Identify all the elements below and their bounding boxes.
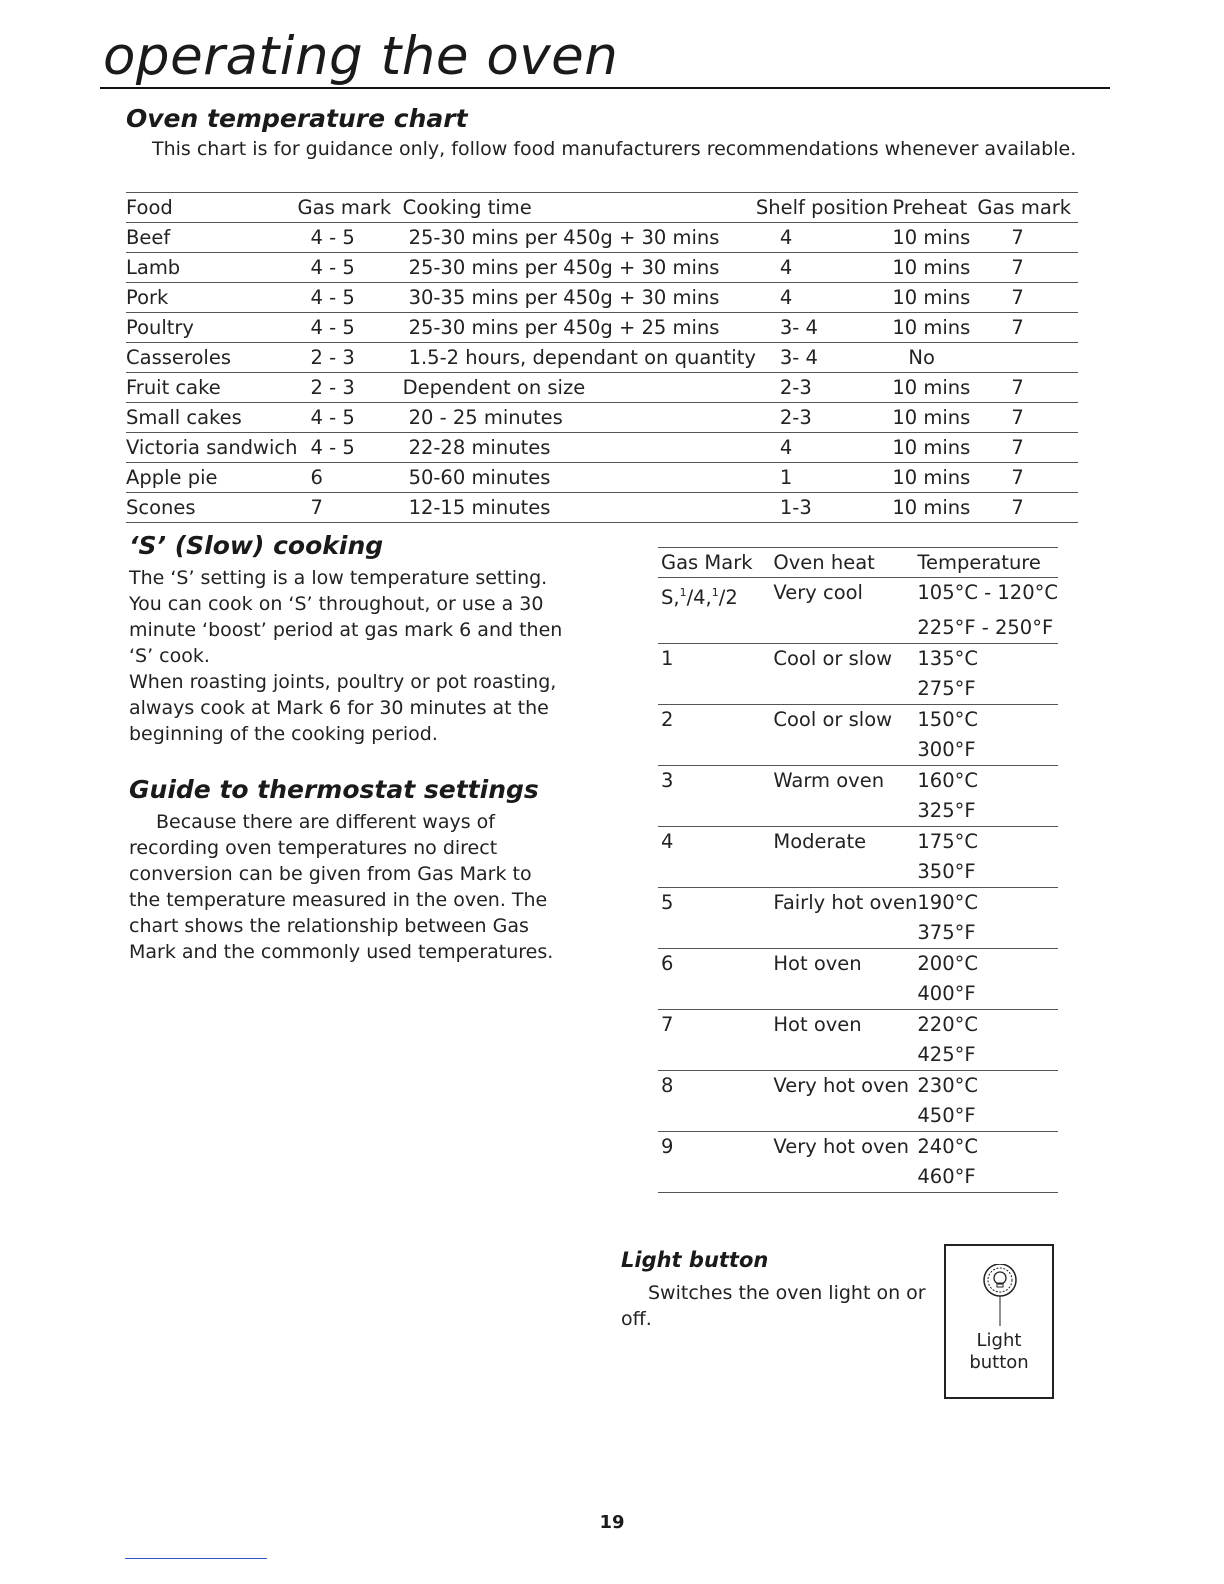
cell-cooking-time: Dependent on size — [403, 373, 756, 403]
table-row — [126, 283, 1078, 313]
table-row — [126, 223, 1078, 253]
cell-preheat: 10 mins — [892, 433, 977, 463]
table-row — [658, 578, 1058, 614]
cell-cooking-time: 25-30 mins per 450g + 25 mins — [403, 313, 756, 343]
text-line: the temperature measured in the oven. The — [129, 889, 548, 911]
table-row-fahrenheit — [658, 735, 1058, 766]
cell-gas-mark: 7 — [298, 493, 403, 523]
table-row-fahrenheit — [658, 857, 1058, 888]
table-row — [126, 403, 1078, 433]
cell-oven-heat: Cool or slow — [773, 708, 893, 731]
cell-gas-mark: 4 - 5 — [298, 283, 403, 313]
cell-empty — [658, 1040, 773, 1071]
cell-gas-mark: 4 - 5 — [298, 313, 403, 343]
cell-shelf-position: 4 — [756, 223, 893, 253]
table-row — [126, 433, 1078, 463]
cell-preheat: 10 mins — [892, 403, 977, 433]
header-oven-heat: Oven heat — [773, 548, 917, 578]
cell-shelf-position: 2-3 — [756, 373, 893, 403]
cell-gas-mark: 3 — [661, 769, 674, 792]
text-line: minute ‘boost’ period at gas mark 6 and then — [129, 619, 563, 641]
cell-temperature-celsius: 240°C — [917, 1135, 978, 1158]
cell-gas-mark: 2 - 3 — [298, 343, 403, 373]
header-preheat: Preheat — [892, 193, 977, 223]
cell-food: Small cakes — [126, 403, 298, 433]
cell-preheat: 10 mins — [892, 253, 977, 283]
cell-temperature-fahrenheit: 460°F — [917, 1162, 1058, 1193]
cell-oven-heat: Very cool — [773, 581, 863, 604]
cell-gas-mark: 4 - 5 — [298, 253, 403, 283]
thermostat-guide-text — [129, 809, 553, 965]
cell-gas-mark: 8 — [661, 1074, 674, 1097]
cell-empty — [773, 918, 917, 949]
cell-temperature-fahrenheit: 325°F — [917, 796, 1058, 827]
cell-preheat-gas-mark: 7 — [977, 253, 1078, 283]
cell-preheat: 10 mins — [892, 313, 977, 343]
header-gas-mark: Gas Mark — [658, 548, 773, 578]
text-line: always cook at Mark 6 for 30 minutes at the — [129, 697, 549, 719]
cell-shelf-position: 4 — [756, 283, 893, 313]
cell-gas-mark: 6 — [298, 463, 403, 493]
cell-empty — [658, 857, 773, 888]
table-row-fahrenheit — [658, 1162, 1058, 1193]
cell-preheat-gas-mark: 7 — [977, 463, 1078, 493]
cell-empty — [773, 735, 917, 766]
cell-gas-mark: 4 - 5 — [298, 403, 403, 433]
gas-mark-fraction-part: S, — [661, 586, 680, 609]
table-row — [126, 313, 1078, 343]
gas-mark-fraction-part: /2 — [718, 586, 738, 609]
page-number: 19 — [599, 1512, 625, 1533]
cell-preheat-gas-mark — [977, 343, 1078, 373]
table-row — [658, 644, 1058, 675]
cell-shelf-position: 4 — [756, 253, 893, 283]
footer-rule — [125, 1558, 267, 1559]
text-line: You can cook on ‘S’ throughout, or use a 30 — [129, 593, 544, 615]
cell-gas-mark — [658, 578, 773, 614]
slow-cooking-text — [129, 565, 562, 747]
cell-gas-mark: 4 - 5 — [298, 223, 403, 253]
cell-cooking-time: 22-28 minutes — [403, 433, 756, 463]
cell-temperature-fahrenheit: 425°F — [917, 1040, 1058, 1071]
cell-oven-heat: Moderate — [773, 830, 867, 853]
cell-empty — [658, 979, 773, 1010]
table-row-fahrenheit — [658, 613, 1058, 644]
cell-empty — [658, 918, 773, 949]
cell-empty — [773, 796, 917, 827]
text-line: beginning of the cooking period. — [129, 723, 438, 745]
cell-empty — [773, 857, 917, 888]
table-row — [658, 705, 1058, 736]
cell-temperature-celsius: 135°C — [917, 647, 978, 670]
slow-cooking-heading: ‘S’ (Slow) cooking — [129, 531, 384, 560]
table-row-fahrenheit — [658, 796, 1058, 827]
text-line: off. — [621, 1308, 652, 1330]
cell-gas-mark: 4 - 5 — [298, 433, 403, 463]
cell-shelf-position: 3- 4 — [756, 313, 893, 343]
cell-shelf-position: 1 — [756, 463, 893, 493]
cell-oven-heat: Cool or slow — [773, 647, 893, 670]
cell-food: Beef — [126, 223, 298, 253]
cell-food: Pork — [126, 283, 298, 313]
cell-preheat-gas-mark: 7 — [977, 283, 1078, 313]
table-row — [658, 827, 1058, 858]
table-header-row — [658, 548, 1058, 578]
cell-temperature-celsius: 150°C — [917, 708, 978, 731]
oven-chart-heading: Oven temperature chart — [126, 104, 468, 133]
cell-oven-heat: Hot oven — [773, 952, 862, 975]
cell-cooking-time: 50-60 minutes — [403, 463, 756, 493]
cell-temperature-celsius: 105°C - 120°C — [917, 581, 1058, 604]
table-row-fahrenheit — [658, 674, 1058, 705]
cell-cooking-time: 1.5-2 hours, dependant on quantity — [403, 343, 756, 373]
label-line: button — [969, 1352, 1029, 1373]
cell-temperature-fahrenheit: 375°F — [917, 918, 1058, 949]
cell-temperature-celsius: 230°C — [917, 1074, 978, 1097]
text-line: Switches the oven light on or — [648, 1282, 926, 1304]
table-row-fahrenheit — [658, 918, 1058, 949]
table-row — [126, 463, 1078, 493]
cell-shelf-position: 1-3 — [756, 493, 893, 523]
cell-empty — [658, 735, 773, 766]
cell-food: Poultry — [126, 313, 298, 343]
light-button-diagram — [944, 1244, 1054, 1399]
cell-temperature-celsius: 220°C — [917, 1013, 978, 1036]
cell-preheat: 10 mins — [892, 493, 977, 523]
cell-empty — [773, 613, 917, 644]
cell-shelf-position: 2-3 — [756, 403, 893, 433]
cell-empty — [773, 979, 917, 1010]
cell-temperature-celsius: 160°C — [917, 769, 978, 792]
cell-gas-mark: 2 — [661, 708, 674, 731]
cell-preheat-gas-mark: 7 — [977, 223, 1078, 253]
cell-preheat-gas-mark: 7 — [977, 433, 1078, 463]
cell-food: Lamb — [126, 253, 298, 283]
header-temperature: Temperature — [917, 548, 1058, 578]
text-line: ‘S’ cook. — [129, 645, 210, 667]
title-rule — [100, 87, 1110, 89]
header-shelf-position: Shelf position — [756, 193, 893, 223]
cell-preheat-gas-mark: 7 — [977, 373, 1078, 403]
gas-mark-table — [658, 547, 1058, 1193]
cell-preheat: 10 mins — [892, 283, 977, 313]
text-line: When roasting joints, poultry or pot roasting, — [129, 671, 557, 693]
cell-preheat-gas-mark: 7 — [977, 313, 1078, 343]
cell-cooking-time: 12-15 minutes — [403, 493, 756, 523]
header-gas-mark: Gas mark — [298, 193, 403, 223]
text-line: recording oven temperatures no direct — [129, 837, 498, 859]
cell-oven-heat: Warm oven — [773, 769, 885, 792]
cell-empty — [658, 674, 773, 705]
cell-gas-mark: 2 - 3 — [298, 373, 403, 403]
cell-preheat: 10 mins — [892, 463, 977, 493]
cell-gas-mark: 4 — [661, 830, 674, 853]
light-button-text — [621, 1280, 926, 1332]
table-row-fahrenheit — [658, 1040, 1058, 1071]
light-bulb-icon — [980, 1264, 1020, 1328]
light-button-label — [946, 1330, 1052, 1374]
thermostat-guide-heading: Guide to thermostat settings — [129, 775, 539, 804]
cell-gas-mark: 1 — [661, 647, 674, 670]
table-row — [658, 766, 1058, 797]
cell-preheat: No — [892, 343, 977, 373]
cell-empty — [658, 1101, 773, 1132]
cell-empty — [773, 674, 917, 705]
cell-gas-mark: 9 — [661, 1135, 674, 1158]
cell-empty — [658, 613, 773, 644]
cell-temperature-celsius: 190°C — [917, 891, 978, 914]
cell-cooking-time: 25-30 mins per 450g + 30 mins — [403, 223, 756, 253]
cell-oven-heat: Hot oven — [773, 1013, 862, 1036]
page-title: operating the oven — [103, 26, 619, 87]
cell-temperature-fahrenheit: 450°F — [917, 1101, 1058, 1132]
table-row — [126, 253, 1078, 283]
cell-gas-mark: 7 — [661, 1013, 674, 1036]
table-row-fahrenheit — [658, 1101, 1058, 1132]
table-row — [658, 1010, 1058, 1041]
cell-gas-mark: 6 — [661, 952, 674, 975]
cell-temperature-fahrenheit: 400°F — [917, 979, 1058, 1010]
cell-temperature-fahrenheit: 225°F - 250°F — [917, 613, 1058, 644]
gas-mark-fraction-part: /4, — [686, 586, 712, 609]
gas-mark-fraction-part: 1 — [711, 586, 719, 599]
table-row — [658, 1132, 1058, 1163]
text-line: conversion can be given from Gas Mark to — [129, 863, 532, 885]
cell-temperature-fahrenheit: 300°F — [917, 735, 1058, 766]
cell-food: Scones — [126, 493, 298, 523]
text-line: Mark and the commonly used temperatures. — [129, 941, 554, 963]
cell-preheat: 10 mins — [892, 223, 977, 253]
cell-oven-heat: Fairly hot oven — [773, 891, 918, 914]
oven-temperature-table — [126, 192, 1078, 523]
text-line: The ‘S’ setting is a low temperature setting. — [129, 567, 548, 589]
cell-empty — [658, 1162, 773, 1193]
cell-empty — [773, 1162, 917, 1193]
text-line: chart shows the relationship between Gas — [129, 915, 529, 937]
table-row — [658, 949, 1058, 980]
header-cooking-time: Cooking time — [403, 193, 756, 223]
table-header-row — [126, 193, 1078, 223]
cell-preheat: 10 mins — [892, 373, 977, 403]
cell-cooking-time: 20 - 25 minutes — [403, 403, 756, 433]
cell-cooking-time: 25-30 mins per 450g + 30 mins — [403, 253, 756, 283]
table-row — [658, 888, 1058, 919]
cell-temperature-fahrenheit: 350°F — [917, 857, 1058, 888]
label-line: Light — [976, 1330, 1022, 1351]
gas-mark-fraction-part: 1 — [679, 586, 687, 599]
light-button-heading: Light button — [621, 1248, 769, 1272]
table-row-fahrenheit — [658, 979, 1058, 1010]
table-row — [126, 373, 1078, 403]
cell-empty — [658, 796, 773, 827]
cell-food: Victoria sandwich — [126, 433, 298, 463]
header-food: Food — [126, 193, 298, 223]
cell-food: Casseroles — [126, 343, 298, 373]
cell-temperature-celsius: 200°C — [917, 952, 978, 975]
text-line: Because there are different ways of — [156, 811, 495, 833]
table-row — [126, 493, 1078, 523]
cell-food: Fruit cake — [126, 373, 298, 403]
cell-empty — [773, 1040, 917, 1071]
table-row — [126, 343, 1078, 373]
cell-shelf-position: 3- 4 — [756, 343, 893, 373]
cell-cooking-time: 30-35 mins per 450g + 30 mins — [403, 283, 756, 313]
table-row — [658, 1071, 1058, 1102]
cell-temperature-celsius: 175°C — [917, 830, 978, 853]
cell-preheat-gas-mark: 7 — [977, 403, 1078, 433]
oven-chart-intro: This chart is for guidance only, follow food manufacturers recommendations whenever available. — [152, 138, 1077, 160]
cell-food: Apple pie — [126, 463, 298, 493]
cell-oven-heat: Very hot oven — [773, 1135, 909, 1158]
cell-temperature-fahrenheit: 275°F — [917, 674, 1058, 705]
cell-oven-heat: Very hot oven — [773, 1074, 909, 1097]
cell-gas-mark: 5 — [661, 891, 674, 914]
cell-shelf-position: 4 — [756, 433, 893, 463]
cell-empty — [773, 1101, 917, 1132]
header-preheat-gas-mark: Gas mark — [977, 193, 1078, 223]
cell-preheat-gas-mark: 7 — [977, 493, 1078, 523]
